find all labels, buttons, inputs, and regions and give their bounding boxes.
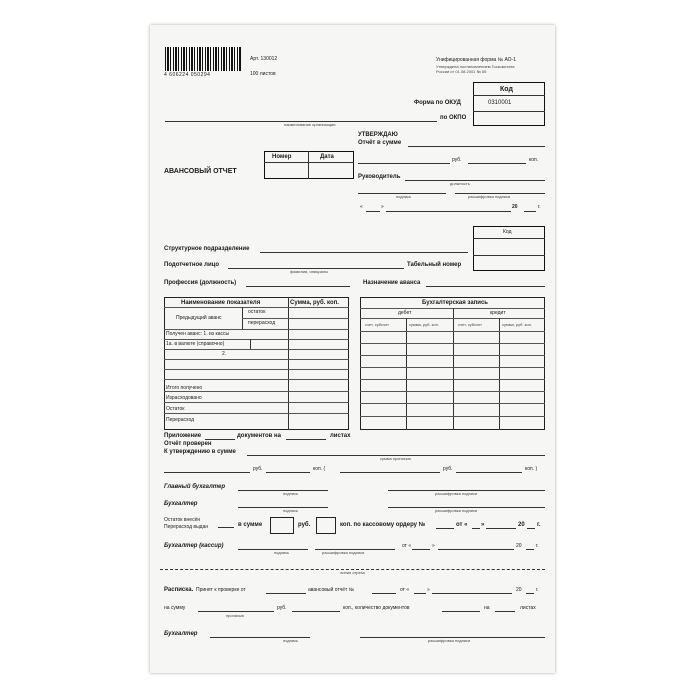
tab-number-label: Табельный номер [407,262,462,268]
lt-received-1a: 1а. в валюте (справочно) [166,341,225,347]
number-label: Номер [272,154,292,160]
rt-debit: дебет [398,310,412,316]
report-title: АВАНСОВЫЙ ОТЧЕТ [164,168,237,175]
docs-on-label: документов на [237,433,281,439]
kod-header: Код [500,86,513,93]
rt-credit-account: счет, субсчет [458,322,482,327]
rest-deposited-label: Остаток внесён [164,517,201,523]
form-sheet: 4 606224 050294 Арт. 130012 100 листов Унифицированная форма № АО-1 Утверждена постановлением Госкомстата России от 01.08.2001 № 55 Код Форма по ОКУД 0310001 по ОКПО наименование организации УТВЕРЖДАЮ Отчёт в сумме руб. коп. Руководитель должность подпись расшифровка подписи « » 20 г. АВАНСОВЫЙ ОТЧЕТ Номер Дата Код Структурное подразделение Подотчетное лицо фамилия, инициалы Табельный номер Профессия (должность) Назначение аванса Наименование показателя Сумма, руб. коп. Предыдущий аванс остаток перерасход Получен аванс: 1. из кассы 1а. в валюте (справочно) 2. Итого получено Израсходовано Остаток Перерасход Бухгалтерская запись дебет кредит счет, субсчет сумма, руб. коп. счет, субсчет сумма, руб. коп. Приложение документов на листах Отчёт проверен К утверждению в сумме сумма прописью руб. коп. ( руб. коп. ) Главный бухгалтер подпись расшифровка подписи Бухгалтер подпись расшифровка подписи Остаток внесён Перерасход выдан в сумме руб. коп. по кассовому ордеру № от « » 20 г. Бухгалтер (кассир) подпись расшифровка подписи от « » 20 г. линия отреза Расписка. Принят к проверке от авансовый отчёт № от « » 20 г. на сумму прописью руб. коп., количество документов на листах Бухгалтер подпись расшифровка подписи [150,25,555,673]
org-caption: наименование организации [284,122,336,127]
lt-prev-advance: Предыдущий аванс [176,315,222,321]
kop-qty-label: коп., количество документов [343,605,410,611]
accountable-label: Подотчетное лицо [164,262,219,268]
rt-debit-sum: сумма, руб. коп. [409,322,439,327]
lt-total-received: Итого получено [166,385,203,391]
okud-label: Форма по ОКУД [414,100,461,106]
rub-box[interactable] [270,517,294,534]
barcode-number: 4 606224 050294 [164,72,211,78]
head-label: Руководитель [358,174,401,180]
approve-rub: руб. [452,157,462,163]
article-number: Арт. 130012 [250,56,278,62]
head-decoding-caption: расшифровка подписи [468,194,511,199]
cash-order-label: коп. по кассовому ордеру № [340,522,426,528]
rt-debit-account: счет, субсчет [365,322,389,327]
accountant-label: Бухгалтер [164,501,198,507]
approved-line-1: Утверждена постановлением Госкомстата [436,64,515,69]
in-sum-label: в сумме [238,522,263,528]
lt-rest: Остаток [166,406,185,412]
profession-label: Профессия (должность) [164,280,237,286]
overspend-paid-label: Перерасход выдан [164,524,209,530]
cut-line-caption: линия отреза [340,570,365,575]
approve-kop: коп. [529,157,539,163]
sheet-count: 100 листов [250,71,276,77]
unified-form: Унифицированная форма № АО-1 [436,57,517,63]
accountant2-label: Бухгалтер [164,631,198,637]
receipt-label: Расписка. [164,587,194,593]
lt-received-1: Получен аванс: 1. из кассы [166,331,230,337]
rt-title: Бухгалтерская запись [422,300,488,306]
approve-title: УТВЕРЖДАЮ [358,132,398,138]
on-sum-label: на сумму [164,605,186,611]
rt-credit: кредит [490,310,506,316]
kod-header-2: Код [503,229,512,235]
date-label: Дата [320,154,334,160]
purpose-label: Назначение аванса [363,280,421,286]
barcode [165,47,242,71]
sheets-label: листах [330,433,351,439]
kop-box[interactable] [316,517,336,534]
lt-spent: Израсходовано [166,395,202,401]
lt-received-2: 2. [222,351,227,357]
lt-head-name: Наименование показателя [181,300,261,306]
lt-overspend: перерасход [248,320,276,326]
checked-label: Отчёт проверен [164,441,212,447]
advance-report-no-label: авансовый отчёт № [308,587,355,593]
sum-words-caption: сумма прописью [380,456,411,461]
to-approve-label: К утверждению в сумме [164,449,236,455]
lt-remainder: остаток [248,309,266,315]
appendix-label: Приложение [164,433,202,439]
okpo-label: по ОКПО [440,115,467,121]
accepted-label: Принят к проверке от [196,587,246,593]
approve-year: 20 [512,204,518,210]
lt-overspend2: Перерасход [166,417,195,423]
department-label: Структурное подразделение [164,246,250,252]
okud-value: 0310001 [488,100,512,106]
position-caption: должность [450,181,470,186]
chief-accountant-label: Главный бухгалтер [164,484,226,490]
fio-caption: фамилия, инициалы [290,269,329,274]
head-signature-caption: подпись [396,194,412,199]
rt-credit-sum: сумма, руб. коп. [502,322,532,327]
approved-line-2: России от 01.08.2001 № 55 [436,69,487,74]
report-sum-label: Отчёт в сумме [358,140,402,146]
cashier-label: Бухгалтер (кассир) [164,543,224,549]
lt-head-sum: Сумма, руб. коп. [290,300,339,306]
